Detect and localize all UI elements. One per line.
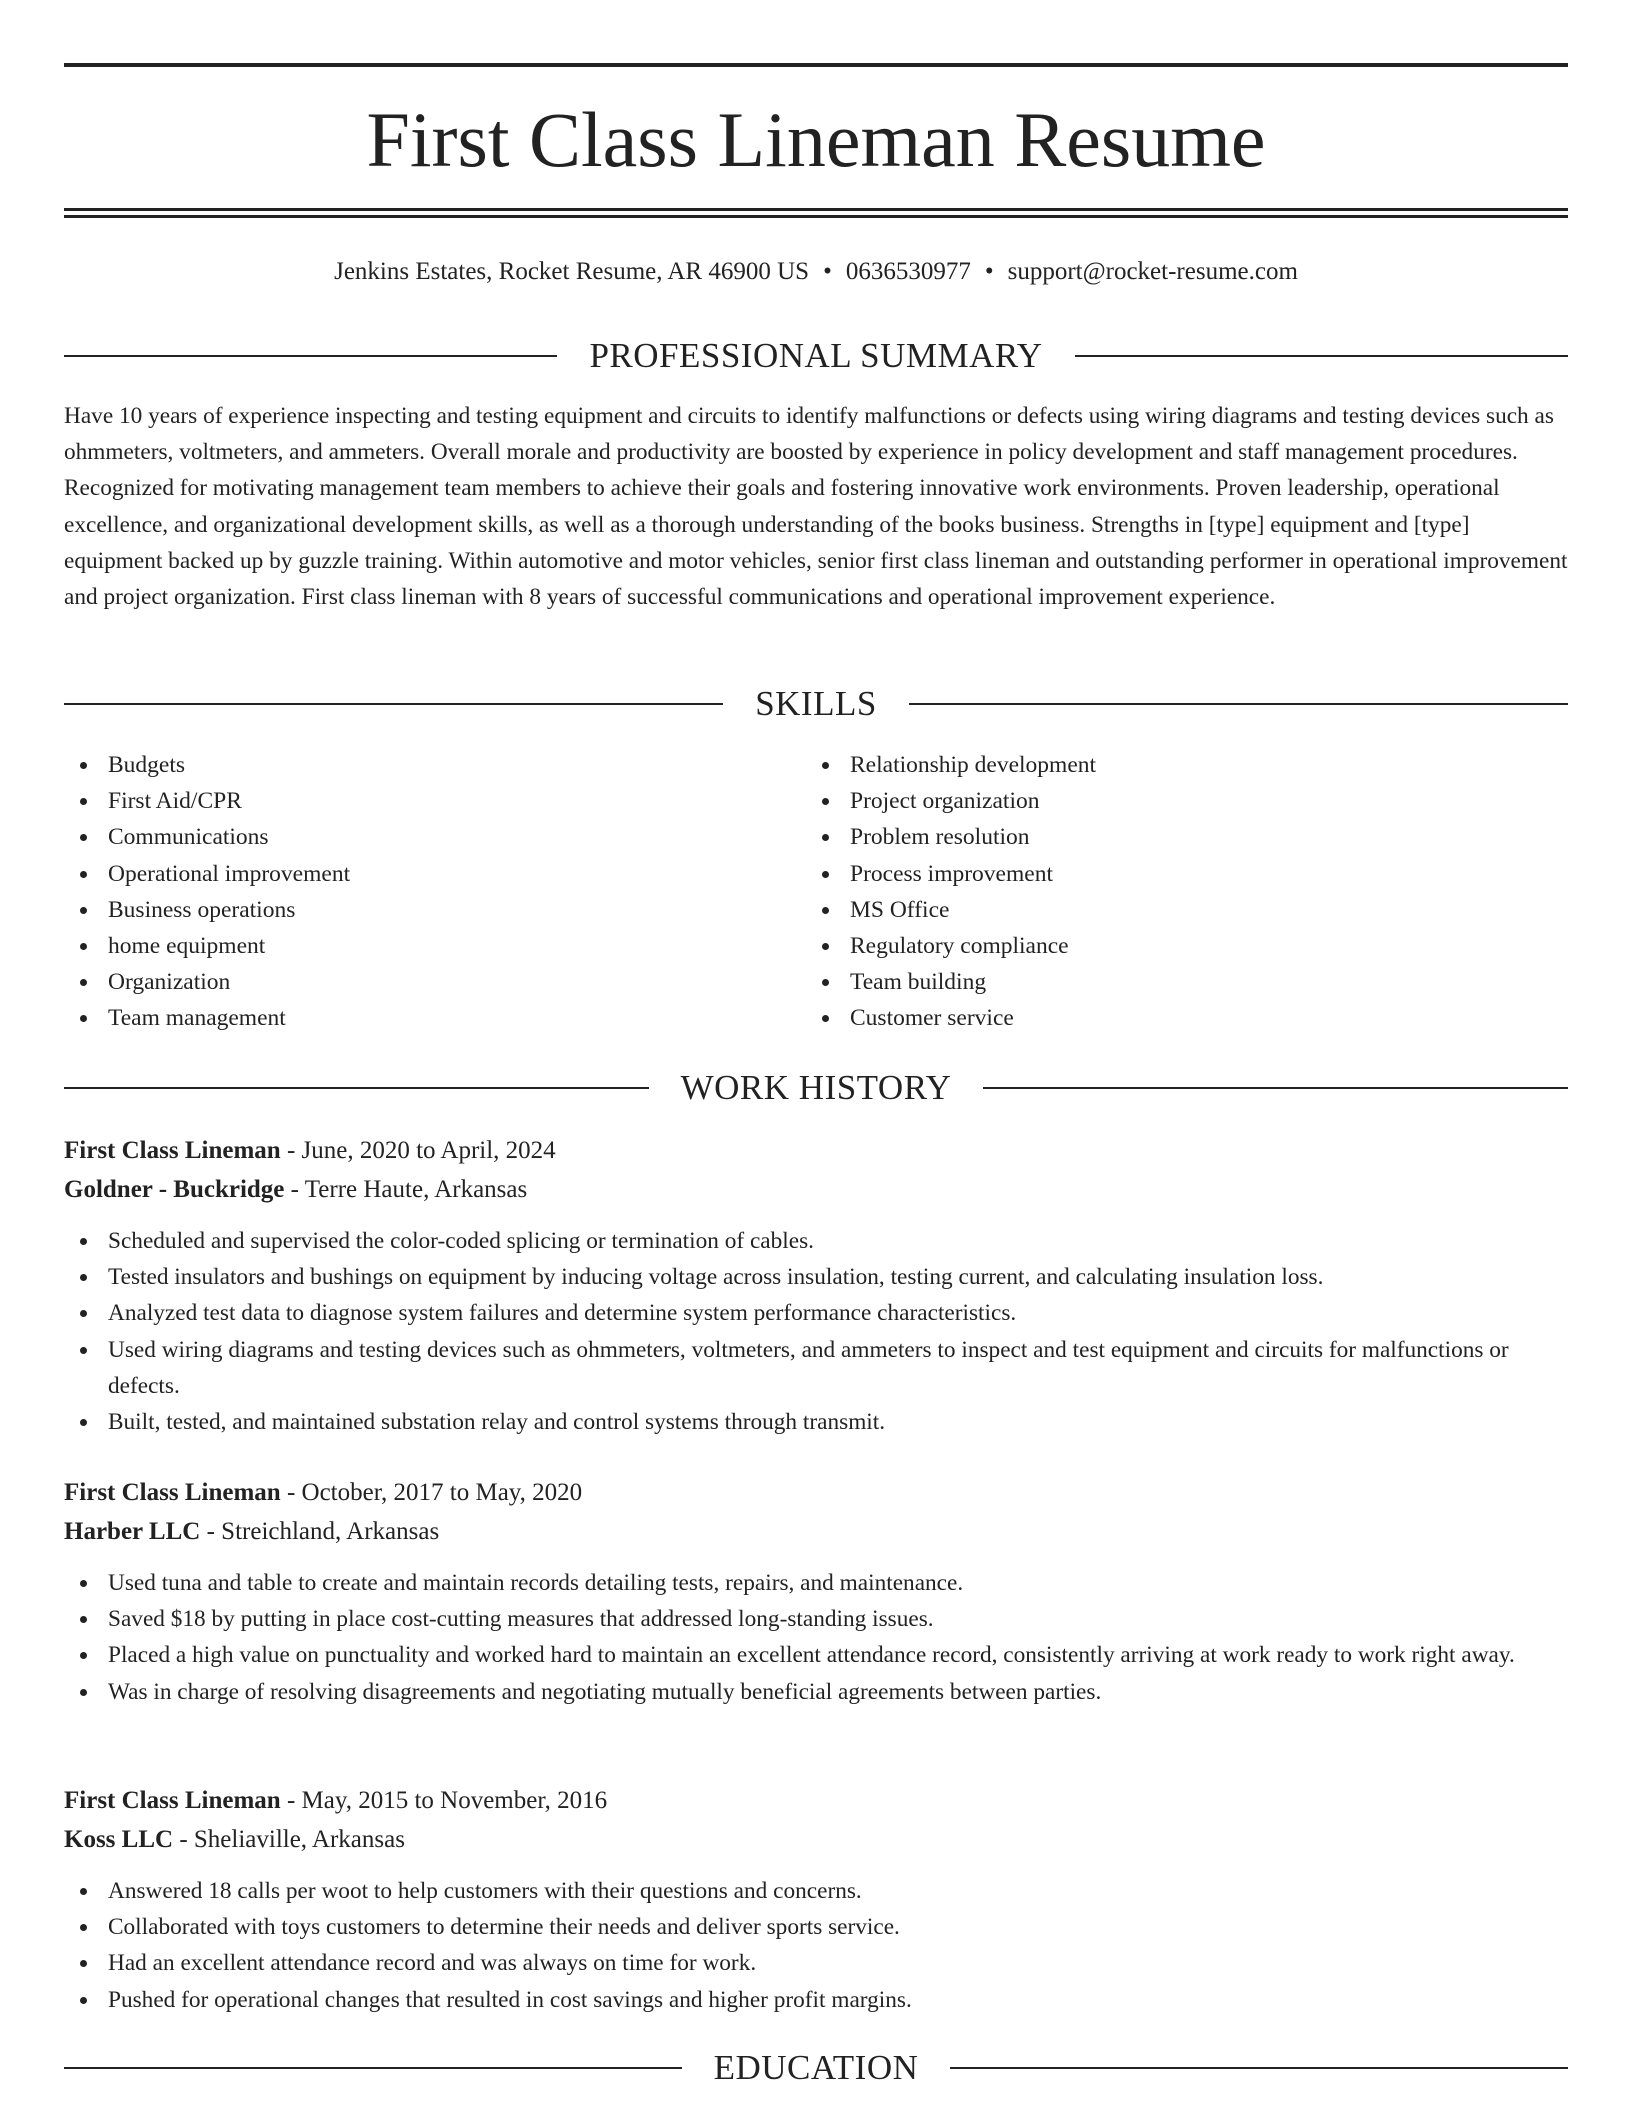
job-title-line xyxy=(64,1131,1568,1170)
skill-item: Project organization xyxy=(806,783,1548,819)
title-double-rule xyxy=(64,208,1568,218)
skill-item: Business operations xyxy=(64,892,806,928)
section-header-summary xyxy=(64,334,1568,378)
skill-item: Regulatory compliance xyxy=(806,928,1548,964)
job-company-line xyxy=(64,1820,1568,1859)
section-rule-right xyxy=(950,2067,1568,2069)
skill-item: MS Office xyxy=(806,892,1548,928)
skills-column-right xyxy=(806,747,1548,1037)
job-bullet: Built, tested, and maintained substation relay and control systems through transmit. xyxy=(64,1404,1568,1440)
skills-list xyxy=(64,747,1568,1037)
job-bullet: Had an excellent attendance record and was always on time for work. xyxy=(64,1945,1568,1981)
job-bullet: Scheduled and supervised the color-coded splicing or termination of cables. xyxy=(64,1223,1568,1259)
top-rule xyxy=(64,63,1568,67)
job-dates: - June, 2020 to April, 2024 xyxy=(280,1137,556,1164)
job-bullet: Saved $18 by putting in place cost-cutting measures that addressed long-standing issues. xyxy=(64,1601,1568,1637)
skill-item: Relationship development xyxy=(806,747,1548,783)
skills-column-left xyxy=(64,747,806,1037)
job-company-line xyxy=(64,1170,1568,1209)
job-title: First Class Lineman xyxy=(64,1137,281,1164)
section-title-summary: PROFESSIONAL SUMMARY xyxy=(589,336,1043,375)
job-bullet: Used wiring diagrams and testing devices such as ohmmeters, voltmeters, and ammeters to inspect and test equipment and circuits for malfunctions or defects. xyxy=(64,1332,1568,1404)
contact-phone: 0636530977 xyxy=(845,258,971,285)
section-header-work xyxy=(64,1066,1568,1110)
section-rule-left xyxy=(64,355,557,357)
section-rule-left xyxy=(64,1087,649,1089)
section-title-education: EDUCATION xyxy=(713,2048,919,2087)
summary-paragraph: Have 10 years of experience inspecting and testing equipment and circuits to identify malfunctions or defects using wiring diagrams and testing devices such as ohmmeters, voltmeters, and ammeters. Overall morale and productivity are boosted by experience in policy development and staff management procedures. Recognized for motivating management team members to achieve their goals and fostering innovative work environments. Proven leadership, operational excellence, and organizational development skills, as well as a thorough understanding of the books business. Strengths in [type] equipment and [type] equipment backed up by guzzle training. Within automotive and motor vehicles, senior first class lineman and outstanding performer in operational improvement and project organization. First class lineman with 8 years of successful communications and operational improvement experience. xyxy=(64,403,1568,611)
job-location: - Streichland, Arkansas xyxy=(200,1518,440,1545)
skill-item: Operational improvement xyxy=(64,856,806,892)
skill-item: First Aid/CPR xyxy=(64,783,806,819)
job-location: - Sheliaville, Arkansas xyxy=(173,1826,405,1853)
skill-item: Problem resolution xyxy=(806,819,1548,855)
job-bullet: Placed a high value on punctuality and worked hard to maintain an excellent attendance record, consistently arriving at work ready to work right away. xyxy=(64,1637,1568,1673)
job-title-line xyxy=(64,1781,1568,1820)
contact-line xyxy=(64,254,1568,290)
job-title: First Class Lineman xyxy=(64,1479,281,1506)
skill-item: Budgets xyxy=(64,747,806,783)
job-company: Koss LLC xyxy=(64,1826,174,1853)
job-bullets xyxy=(64,1873,1568,2018)
page-title: First Class Lineman Resume xyxy=(366,96,1266,183)
job-title-line xyxy=(64,1473,1568,1512)
section-rule-right xyxy=(983,1087,1568,1089)
job-bullet: Answered 18 calls per woot to help customers with their questions and concerns. xyxy=(64,1873,1568,1909)
contact-separator: • xyxy=(823,258,832,285)
job-title: First Class Lineman xyxy=(64,1787,281,1814)
job-location: - Terre Haute, Arkansas xyxy=(284,1176,528,1203)
job-bullet: Used tuna and table to create and maintain records detailing tests, repairs, and maintenance. xyxy=(64,1565,1568,1601)
job-company: Harber LLC xyxy=(64,1518,201,1545)
skill-item: home equipment xyxy=(64,928,806,964)
section-rule-right xyxy=(909,703,1568,705)
job-bullet: Tested insulators and bushings on equipment by inducing voltage across insulation, testing current, and calculating insulation loss. xyxy=(64,1259,1568,1295)
skill-item: Team building xyxy=(806,964,1548,1000)
job-entry xyxy=(64,1473,1568,1710)
job-bullet: Pushed for operational changes that resulted in cost savings and higher profit margins. xyxy=(64,1982,1568,2018)
job-dates: - October, 2017 to May, 2020 xyxy=(280,1479,583,1506)
job-entry xyxy=(64,1131,1568,1440)
section-rule-right xyxy=(1075,355,1568,357)
job-entry xyxy=(64,1781,1568,2018)
job-company-line xyxy=(64,1512,1568,1551)
job-bullet: Collaborated with toys customers to determine their needs and deliver sports service. xyxy=(64,1909,1568,1945)
job-bullet: Analyzed test data to diagnose system failures and determine system performance characteristics. xyxy=(64,1295,1568,1331)
job-dates: - May, 2015 to November, 2016 xyxy=(280,1787,608,1814)
job-company: Goldner - Buckridge xyxy=(64,1176,285,1203)
section-rule-left xyxy=(64,703,723,705)
section-header-skills xyxy=(64,682,1568,726)
skill-item: Customer service xyxy=(806,1000,1548,1036)
contact-address: Jenkins Estates, Rocket Resume, AR 46900 US xyxy=(334,258,810,285)
section-title-skills: SKILLS xyxy=(755,684,877,723)
section-title-work: WORK HISTORY xyxy=(680,1068,952,1107)
contact-separator: • xyxy=(984,258,994,285)
skill-item: Organization xyxy=(64,964,806,1000)
skill-item: Process improvement xyxy=(806,856,1548,892)
contact-email: support@rocket-resume.com xyxy=(1007,258,1298,285)
skill-item: Team management xyxy=(64,1000,806,1036)
job-bullets xyxy=(64,1223,1568,1440)
section-header-education xyxy=(64,2046,1568,2090)
skill-item: Communications xyxy=(64,819,806,855)
section-rule-left xyxy=(64,2067,682,2069)
job-bullet: Was in charge of resolving disagreements and negotiating mutually beneficial agreements between parties. xyxy=(64,1674,1568,1710)
job-bullets xyxy=(64,1565,1568,1710)
